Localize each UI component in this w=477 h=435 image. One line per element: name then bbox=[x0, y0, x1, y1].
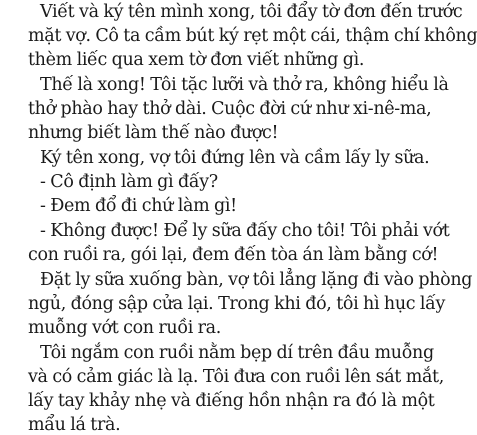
paragraph-line: ngủ, đóng sập cửa lại. Trong khi đó, tôi hì hục lấy bbox=[28, 294, 446, 314]
paragraph-line: muỗng vớt con ruồi ra. bbox=[28, 318, 221, 338]
paragraph-line: con ruồi ra, gói lại, đem đến tòa án làm bằng cớ! bbox=[28, 245, 439, 265]
paragraph-line: thèm liếc qua xem tờ đơn viết những gì. bbox=[28, 50, 365, 70]
dialogue-line: - Đem đổ đi chứ làm gì! bbox=[40, 196, 237, 216]
paragraph-line: mặt vợ. Cô ta cầm bút ký rẹt một cái, thậm chí không bbox=[28, 26, 477, 46]
paragraph-line: Đặt ly sữa xuống bàn, vợ tôi lẳng lặng đi vào phòng bbox=[40, 270, 473, 290]
paragraph-line: lấy tay khảy nhẹ và điếng hồn nhận ra đó là một bbox=[28, 391, 435, 411]
dialogue-line: - Cô định làm gì đấy? bbox=[40, 172, 218, 192]
paragraph-line: và có cảm giác là lạ. Tôi đưa con ruồi lên sát mắt, bbox=[28, 367, 444, 387]
dialogue-line: - Không được! Để ly sữa đấy cho tôi! Tôi phải vớt bbox=[40, 221, 450, 241]
paragraph-line: Thế là xong! Tôi tặc lưỡi và thở ra, không hiểu là bbox=[40, 75, 449, 95]
paragraph-line: nhưng biết làm thế nào được! bbox=[28, 123, 279, 143]
paragraph-line: Viết và ký tên mình xong, tôi đẩy tờ đơn đến trước bbox=[40, 2, 463, 22]
paragraph-line: Tôi ngắm con ruồi nằm bẹp dí trên đầu muỗng bbox=[40, 343, 434, 363]
paragraph-line: Ký tên xong, vợ tôi đứng lên và cầm lấy ly sữa. bbox=[40, 148, 430, 168]
paragraph-line: mẩu lá trà. bbox=[28, 415, 121, 435]
paragraph-line: thở phào hay thở dài. Cuộc đời cứ như xi-nê-ma, bbox=[28, 99, 432, 119]
